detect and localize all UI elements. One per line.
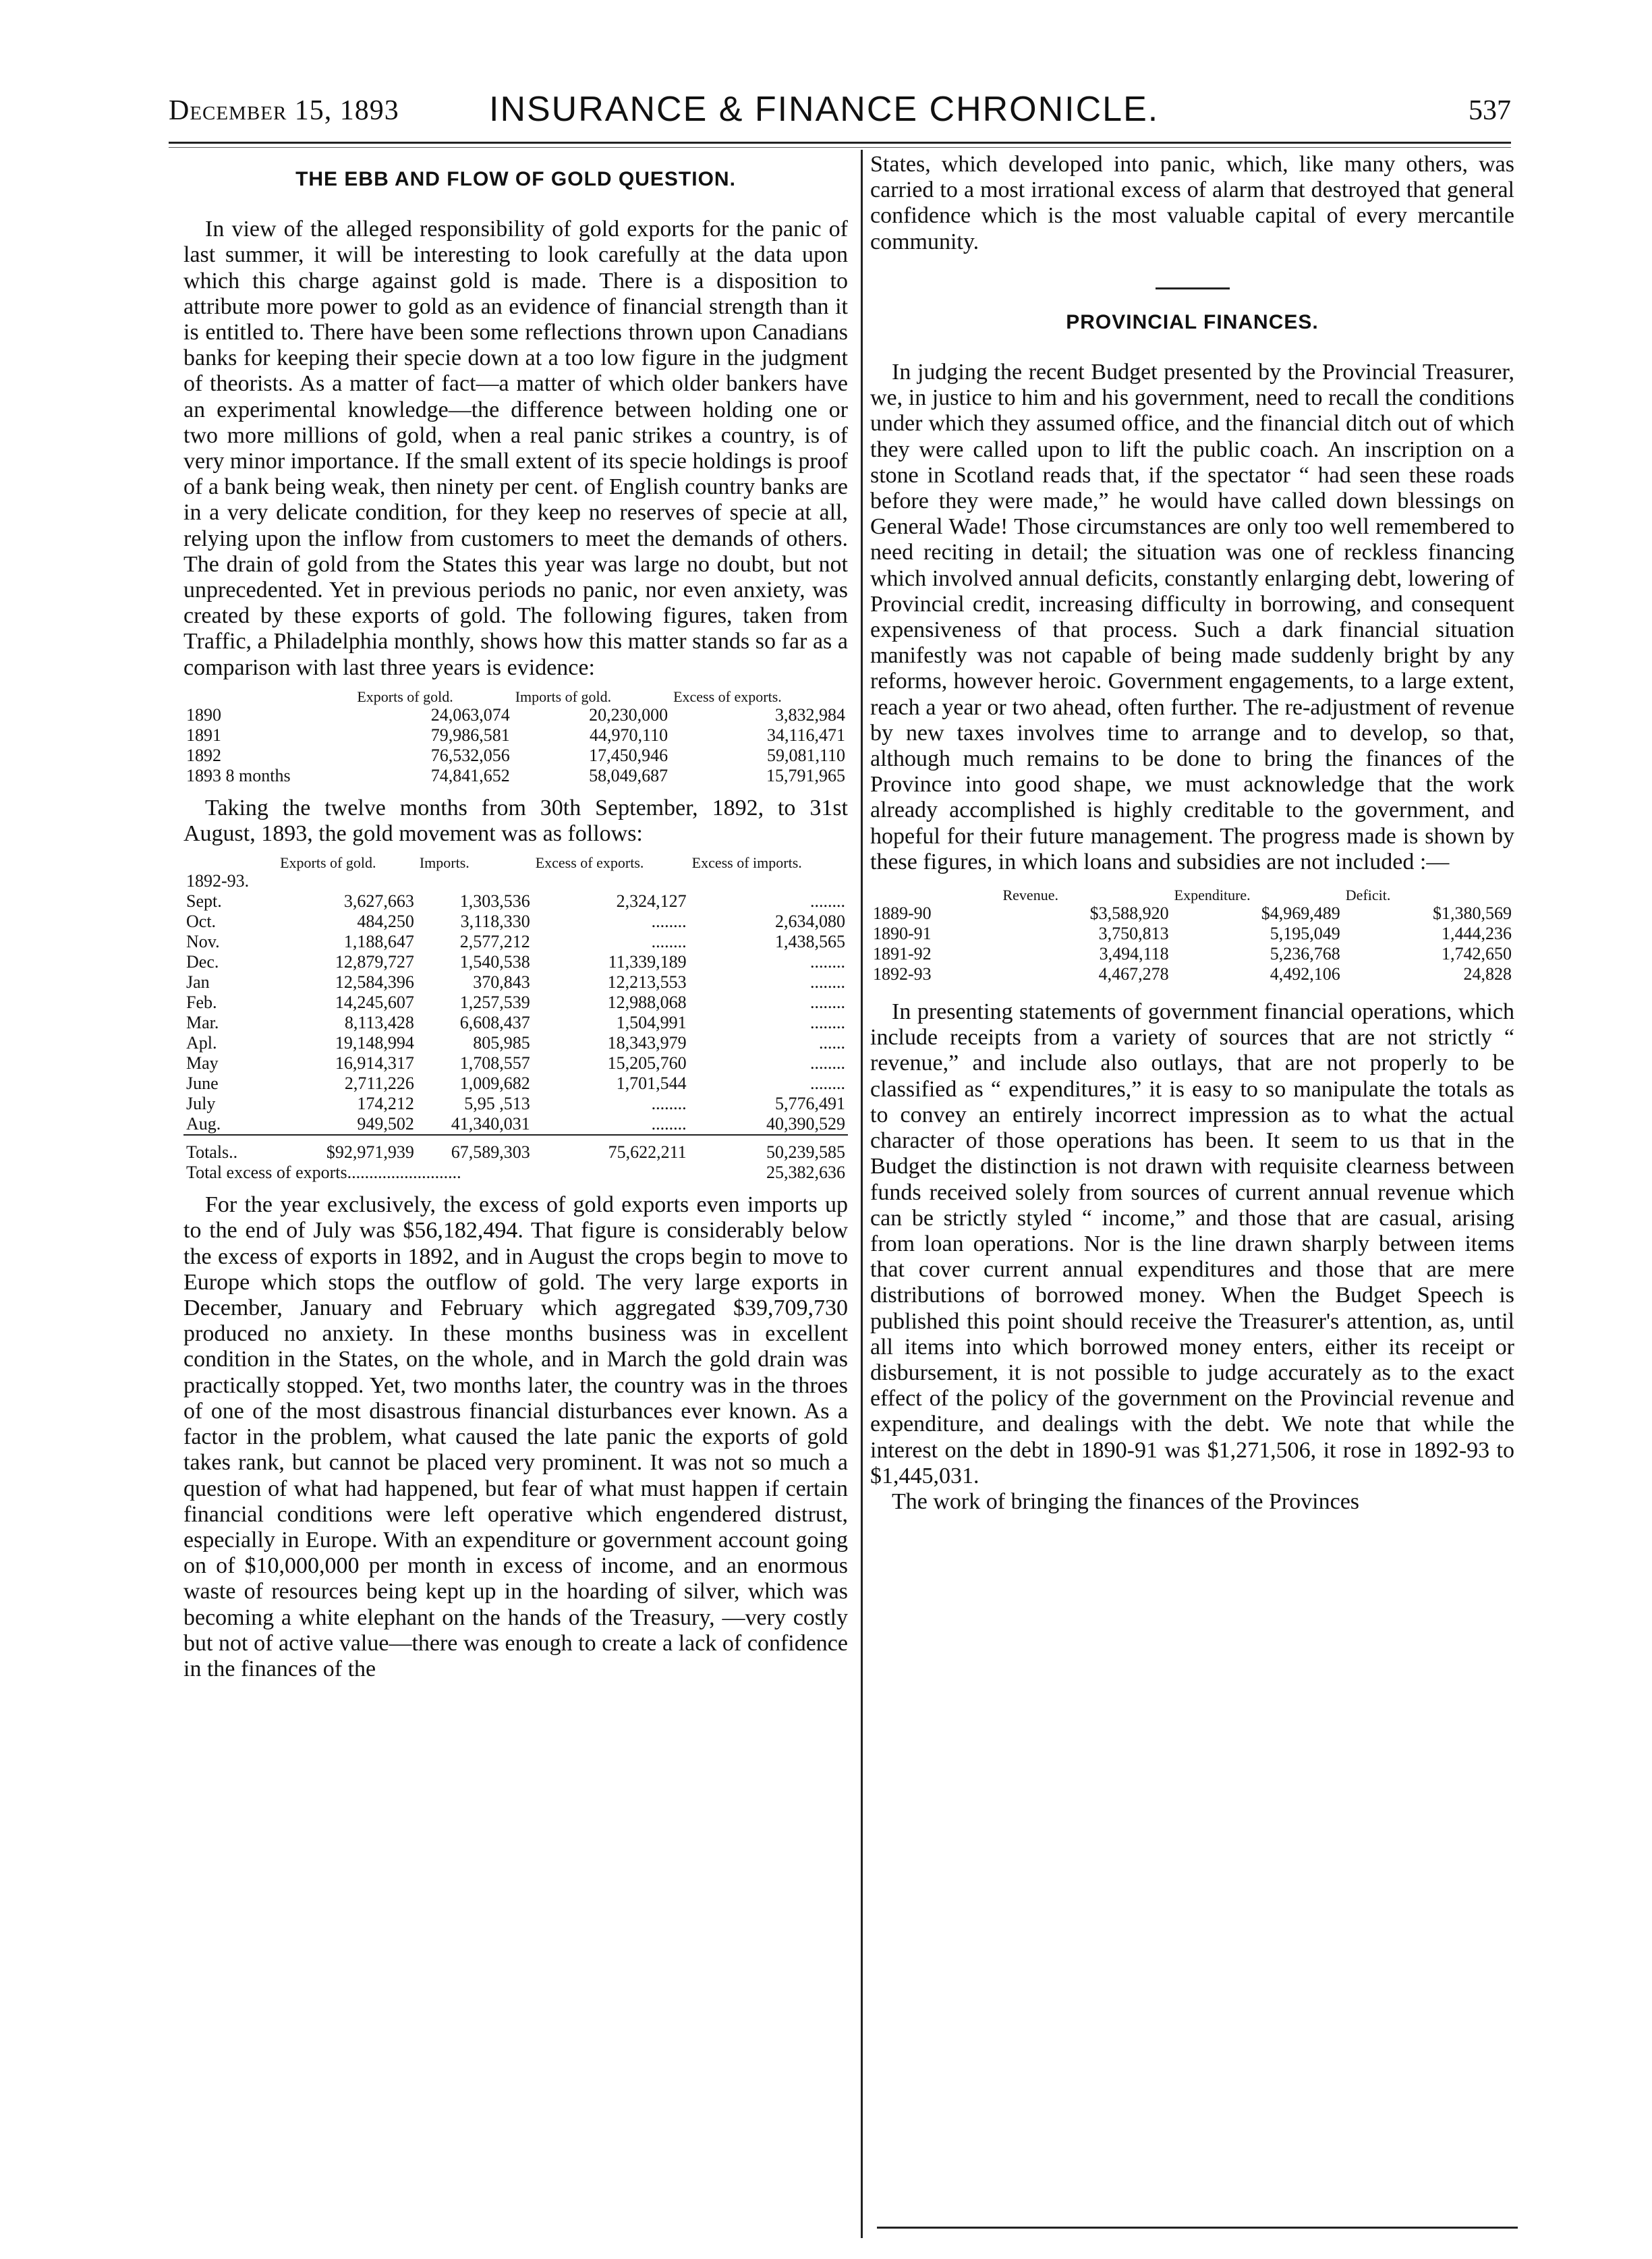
table-header-cell: Excess of exports. [535,854,644,872]
table-row [183,725,848,746]
provincial-article-paragraph-3: The work of bringing the finances of the Provinces [892,1488,1360,1514]
table-row [183,891,848,912]
row-label: 1892 [186,745,221,765]
table-row [183,766,848,786]
table-header-row [183,855,848,871]
table-cell: 2,634,080 [775,912,845,932]
table-row [870,944,1514,964]
page-header [169,89,1511,136]
gold-article-title: THE EBB AND FLOW OF GOLD QUESTION. [295,168,736,190]
provincial-article-paragraph-1: In judging the recent Budget presented by the Provincial Treasurer, we, in justice to him and his government, need to recall the conditions under which they assumed office, and the financial ditch out of which they were called upon to lift the public coach. An inscription on a stone in Scotland reads that, if the spectator “ had seen these roads before they were made,” he would have called down blessings on General Wade! Those circumstances are only too well remembered to need reciting in detail; the situation was one of reckless financing which involved annual deficits, constantly enlarging debt, lowering of Provincial credit, increasing difficulty in borrowing, and consequent expensiveness of that process. Such a dark financial situation manifestly was not capable of being made suddenly bright by any reforms, however heroic. Government engagements, to a large extent, reach a year or two ahead, often further. The re-adjustment of revenue by new taxes involves time to arrange and to develop, so that, although much remains to be done to bring the finances of the Province into good shape, we must acknowledge that the work already accomplished is highly creditable to the government, and hopeful for their future management. The progress made is shown by these figures, in which loans and subsidies are not included :— [870,360,1514,874]
table-cell: 3,118,330 [460,912,530,932]
row-label: 1891-92 [873,944,932,964]
table-header-row [183,689,848,705]
row-label: 1893 8 months [186,765,291,785]
table-cell: 24,063,074 [430,704,510,725]
table-cell: 1,303,536 [459,891,530,912]
left-column [183,152,848,1682]
row-label: Jan [186,972,210,993]
table-cell: ........ [651,912,687,932]
table-header-cell [183,855,277,871]
row-label: Sept. [186,891,222,912]
table-row [183,1013,848,1033]
table-header-cell: Excess of imports. [691,854,802,872]
column-divider [861,150,863,2238]
excess-label: Total excess of exports.......................... [186,1163,461,1183]
table-row [183,1114,848,1135]
table-row [870,924,1514,944]
table-cell: ........ [810,952,845,972]
table-row [183,1094,848,1114]
row-label: Apl. [186,1033,217,1053]
table-cell: 370,843 [473,972,530,993]
table-cell: 5,95 ,513 [464,1094,530,1114]
table-cell: 15,205,760 [607,1053,687,1073]
excess-row [183,1163,848,1183]
table-cell: 4,492,106 [1270,964,1340,984]
table-cell: $3,588,920 [1089,903,1169,924]
gold-article-paragraph-3: For the year exclusively, the excess of gold exports even imports up to the end of July was $56,182,494. That figure is considerably below the excess of exports in 1892, and in August the crops begin to move to Europe which stops the outflow of gold. The very large exports in December, January and February which aggregated $39,709,730 produced no anxiety. In these months business was in excellent condition in the States, on the whole, and in March the gold drain was practically stopped. Yet, two months later, the country was in the throes of one of the most disastrous financial disturbances ever known. As a factor in the problem, what caused the late panic the exports of gold takes rank, but cannot be placed very prominent. It was not so much a question of what had happened, but fear of what must happen if certain financial conditions were left operative which engendered distrust, especially in Europe. With an expenditure or government account going on of $10,000,000 per month in excess of income, and an enormous waste of resources being kept up in the hoarding of silver, which was becoming a white elephant on the hands of the Treasury, —very costly but not of active value—there was enough to create a lack of confidence in the finances of the [183,1192,848,1681]
table-cell: 5,776,491 [775,1094,845,1114]
table-row [870,964,1514,984]
table-cell: ........ [810,891,845,912]
table-cell: 1,444,236 [1442,924,1512,944]
table-header-cell: Deficit. [1345,887,1391,904]
table-cell: 949,502 [357,1114,414,1134]
table-row [183,952,848,972]
provincial-article-paragraph-2: In presenting statements of government financial operations, which include receipts from a variety of sources that are not strictly “ revenue,” and include also outlays, that are not properly to be classified as “ expenditures,” it is easy to so manipulate the totals as to convey an entirely incorrect impression as to what the actual character of those operations has been. It seem to us that in the Budget the distinction is not drawn with requisite clearness between funds received solely from sources of current annual revenue which can be strictly styled “ income,” and those that are casual, arising from loan operations. Nor is the line drawn sharply between items that cover current annual expenditures and those that are mere distributions of borrowed money. When the Budget Speech is published this point should receive the Treasurer's attention, as, until all items into which borrowed money enters, either its receipt or disbursement, it is not possible to judge accurately as to the exact effect of the policy of the government on the Provincial revenue and expenditure, and dealings with the debt. We note that while the interest on the debt in 1890-91 was $1,271,506, it rose in 1892-93 to $1,445,031. [870,999,1514,1488]
row-label: 1891 [186,725,221,745]
table-cell: 5,236,768 [1270,944,1340,964]
row-label: 1889-90 [873,903,932,924]
table-cell: 1,188,647 [343,932,414,952]
table-cell: 44,970,110 [590,725,668,745]
table-row [183,912,848,932]
table-cell: 74,841,652 [430,765,510,785]
table-cell: 2,577,212 [459,932,530,952]
table-cell: 40,390,529 [766,1114,845,1134]
table-cell: ........ [651,1114,687,1134]
table-cell: 18,343,979 [607,1033,687,1053]
table-cell: ........ [810,972,845,993]
gold-monthly-table [183,855,848,1183]
header-rule [169,142,1511,144]
table-cell: 16,914,317 [335,1053,414,1073]
table-row [183,746,848,766]
table-cell: 3,494,118 [1099,944,1169,964]
gold-article-paragraph-1: In view of the alleged responsibility of gold exports for the panic of last summer, it will be interesting to look carefully at the data upon which this charge against gold is made. There is a disposition to attribute more power to gold as an evidence of financial strength than it is entitled to. There have been some reflections thrown upon Canadians banks for keeping their specie down at a too low figure in the judgment of theorists. As a matter of fact—a matter of which older bankers have an experimental knowledge—the difference between holding one or two more millions of gold, when a real panic strikes a country, is of very minor importance. If the small extent of its specie holdings is proof of a bank being weak, then ninety per cent. of English country banks are in a very delicate condition, for they keep no reserves of specie at all, relying upon the inflow from customers to meet the demands of others. The drain of gold from the States this year was large no doubt, but not unprecedented. Yet in previous periods no panic, nor even anxiety, was created by these exports of gold. The following figures, taken from Traffic, a Philadelphia monthly, shows how this matter stands so far as a comparison with last three years is evidence: [183,217,848,680]
table-cell: 20,230,000 [589,704,668,725]
year-label: 1892-93. [186,871,250,891]
gold-article-continuation: States, which developed into panic, which, like many others, was carried to a most irrational excess of alarm that destroyed that general confidence which is the most valuable capital of every mercantile community. [870,152,1514,254]
row-label: 1890-91 [873,924,932,944]
publication-title: INSURANCE & FINANCE CHRONICLE. [489,90,1160,129]
table-cell: ........ [651,1094,687,1114]
table-cell: 17,450,946 [589,745,668,765]
table-row [183,1053,848,1073]
totals-row [183,1135,848,1163]
table-cell: 8,113,428 [344,1013,414,1033]
table-cell: 3,750,813 [1098,924,1169,944]
table-header-cell: Exports of gold. [280,854,376,872]
table-cell: 2,711,226 [344,1073,414,1094]
totals-label: Totals.. [183,1135,277,1163]
table-cell: ........ [651,932,687,952]
issue-date: December 15, 1893 [169,95,399,126]
table-cell: 67,589,303 [417,1135,533,1163]
table-cell: 6,608,437 [459,1013,530,1033]
table-cell: 1,438,565 [775,932,845,952]
table-row [183,972,848,993]
table-cell: 59,081,110 [766,745,845,765]
table-cell: 12,213,553 [607,972,687,993]
table-cell: 1,257,539 [459,993,530,1013]
provincial-finance-table-body [870,903,1514,984]
table-header-cell [870,887,1000,903]
table-row [183,1033,848,1053]
table-cell: 1,504,991 [616,1013,687,1033]
table-cell: 3,832,984 [775,704,845,725]
table-cell: 12,584,396 [335,972,414,993]
table-header-cell: Excess of exports. [673,688,782,705]
row-label: Oct. [186,912,217,932]
table-header-row [870,887,1514,903]
table-cell: 41,340,031 [451,1114,530,1134]
table-cell: ...... [819,1033,845,1053]
table-cell: 11,339,189 [608,952,687,972]
table-cell: 24,828 [1463,964,1512,984]
table-cell: 174,212 [357,1094,414,1114]
table-cell: ........ [810,1053,845,1073]
gold-yearly-table-body [183,705,848,786]
row-label: May [186,1053,219,1073]
table-row [183,705,848,725]
row-label: July [186,1094,216,1114]
right-column [870,152,1514,1515]
excess-value: 25,382,636 [766,1163,845,1183]
table-header-cell: Exports of gold. [357,688,453,705]
table-cell: $4,969,489 [1261,903,1340,924]
table-cell: 1,701,544 [616,1073,687,1094]
table-cell: 484,250 [357,912,414,932]
gold-yearly-table [183,689,848,786]
table-cell: 1,009,682 [459,1073,530,1094]
article-separator [1156,287,1230,289]
gold-article-paragraph-2: Taking the twelve months from 30th September, 1892, to 31st August, 1893, the gold movement was as follows: [183,795,848,847]
table-cell: 4,467,278 [1098,964,1169,984]
table-header-cell: Imports. [419,854,469,872]
table-cell: 19,148,994 [335,1033,414,1053]
table-header-cell [183,689,354,705]
gold-monthly-table-body [183,891,848,1135]
row-label: Mar. [186,1013,219,1033]
table-cell: 75,622,211 [533,1135,689,1163]
row-label: Aug. [186,1114,221,1134]
table-cell: 34,116,471 [766,725,845,745]
row-label: Dec. [186,952,219,972]
table-cell: 50,239,585 [689,1135,848,1163]
table-cell: 14,245,607 [335,993,414,1013]
table-cell: 76,532,056 [430,745,510,765]
table-cell: 58,049,687 [589,765,668,785]
table-row [183,932,848,952]
provincial-finance-table [870,887,1514,984]
table-cell: ........ [810,1073,845,1094]
table-cell: 3,627,663 [343,891,414,912]
table-header-cell: Imports of gold. [515,688,612,705]
table-cell: 12,879,727 [335,952,414,972]
table-cell: 1,540,538 [459,952,530,972]
table-cell: 805,985 [473,1033,530,1053]
table-cell: 79,986,581 [430,725,510,745]
header-rule-thin [169,147,1511,148]
table-row [183,993,848,1013]
page-number: 537 [1469,95,1511,126]
table-cell: 1,742,650 [1442,944,1512,964]
table-row [183,871,848,891]
table-cell: ........ [810,1013,845,1033]
table-cell: 5,195,049 [1270,924,1340,944]
row-label: June [186,1073,219,1094]
table-cell: $1,380,569 [1433,903,1512,924]
table-row [183,1073,848,1094]
table-cell: 12,988,068 [607,993,687,1013]
row-label: 1890 [186,704,221,725]
table-header-cell: Expenditure. [1174,887,1251,904]
table-cell: 2,324,127 [616,891,687,912]
table-row [870,903,1514,924]
row-label: 1892-93 [873,964,932,984]
table-cell: 1,708,557 [459,1053,530,1073]
table-cell: $92,971,939 [277,1135,417,1163]
table-header-cell: Revenue. [1002,887,1058,904]
table-cell: ........ [810,993,845,1013]
table-cell: 15,791,965 [766,765,845,785]
provincial-article-title: PROVINCIAL FINANCES. [1066,310,1319,333]
row-label: Nov. [186,932,220,952]
row-label: Feb. [186,993,217,1013]
footer-rule [877,2227,1518,2229]
